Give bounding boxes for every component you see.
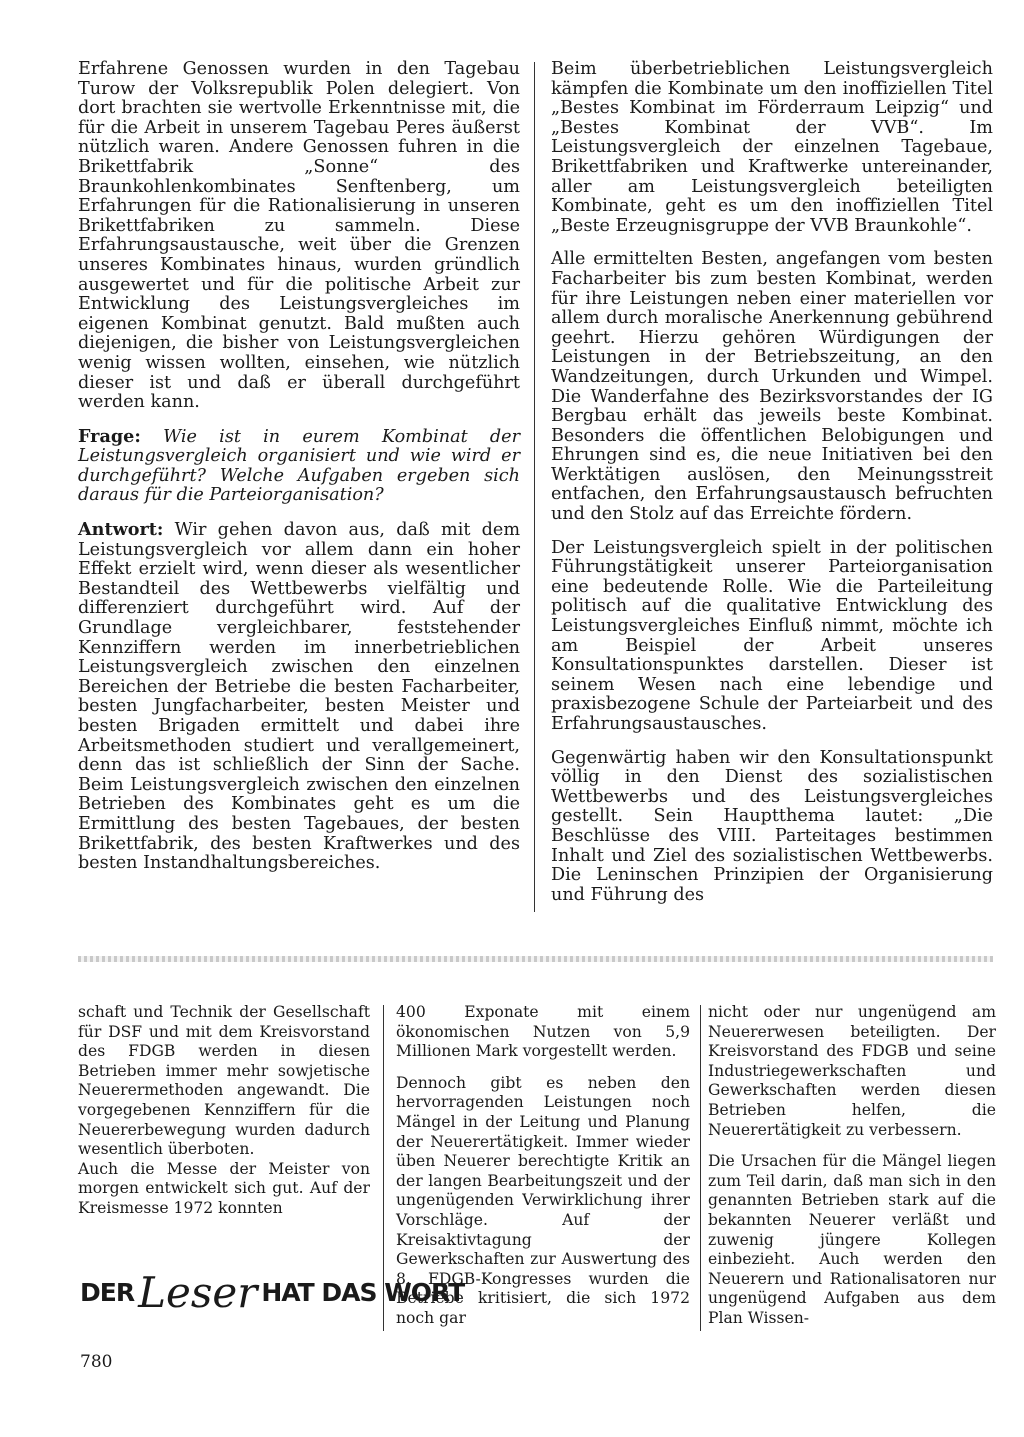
paragraph: Erfahrene Genossen wurden in den Tagebau Turow der Volksrepublik Polen delegiert. Von dort brachten sie wertvolle Erkenntnisse mit, die für die Arbeit in unserem Tagebau Peres äußerst nützlich waren. Andere Genossen fuhren in die Brikettfabrik „Sonne“ des Braunkohlenkombinates Senftenberg, um Erfahrungen für die Rationalisierung in unseren Brikettfabriken zu sammeln. Diese Erfahrungsaustausche, weit über die Grenzen unseres Kombinates hinaus, wurden gründlich ausgewertet und für die politische Arbeit zur Entwicklung des Leistungsvergleiches im eigenen Kombinat genutzt. Bald mußten auch diejenigen, die bisher von Leistungsvergleichen wenig wissen wollten, einsehen, wie nützlich dieser ist und daß er überall durchgeführt werden kann. <box>78 59 520 413</box>
lower-right-column <box>708 1003 996 1329</box>
paragraph: Der Leistungsvergleich spielt in der politischen Führungstätigkeit unserer Parteiorganisation eine bedeutende Rolle. Wie die Parteileitung politisch auf die qualitative Entwicklung des Leistungsvergleiches Einfluß nimmt, möchte ich am Beispiel der Arbeit unseres Konsultationspunktes darstellen. Dieser ist seinem Wesen nach eine lebendige und praxisbezogene Schule der Parteiarbeit und des Erfahrungsaustausches. <box>551 537 993 734</box>
paragraph: schaft und Technik der Gesellschaft für DSF und mit dem Kreisvorstand des FDGB werden in diesen Betrieben immer mehr sowjetische Neuerermethoden angewandt. Die vorgegebenen Kennziffern für die Neuererbewegung wurden dadurch wesentlich überboten. <box>78 1003 370 1159</box>
paragraph: 400 Exponate mit einem ökonomischen Nutzen von 5,9 Millionen Mark vorgestellt werden. <box>396 1003 690 1061</box>
column-rule <box>700 1005 701 1331</box>
lower-left-column <box>78 1003 370 1219</box>
masthead-word: DER <box>80 1277 135 1307</box>
section-masthead <box>80 1262 465 1322</box>
question <box>78 427 520 506</box>
answer <box>78 520 520 874</box>
answer-text: Wir gehen davon aus, daß mit dem Leistungsvergleich vor allem dann ein hoher Effekt erzielt wird, wenn dieser als wesentlicher Bestandteil des Wettbewerbs vielfältig und differenziert durchgeführt wird. Auf der Grundlage vergleichbarer, feststehender Kennziffern werden im innerbetrieblichen Leistungsvergleich zwischen den einzelnen Bereichen der Betriebe die besten Facharbeiter, besten Jungfacharbeiter, besten Meister und besten Brigaden ermittelt und dabei ihre Arbeitsmethoden studiert und verallgemeinert, denn das ist schließlich der Sinn der Sache. Beim Leistungsvergleich zwischen den einzelnen Betrieben des Kombinates geht es um die Ermittlung des besten Tagebaues, der besten Brikettfabrik, des besten Kraftwerkes und des besten Instandhaltungsbereiches. <box>78 520 520 874</box>
paragraph: Auch die Messe der Meister von morgen entwickelt sich gut. Auf der Kreismesse 1972 konnten <box>78 1159 370 1217</box>
upper-right-column <box>551 60 993 905</box>
question-text: Wie ist in eurem Kombinat der Leistungsvergleich organisiert und wie wird er durchgeführt? Welche Aufgaben ergeben sich daraus für die Parteiorganisation? <box>78 426 520 506</box>
paragraph: Gegenwärtig haben wir den Konsultationspunkt völlig in den Dienst des sozialistischen Wettbewerbs und des Leistungsvergleiches gestellt. Sein Hauptthema lautet: „Die Beschlüsse des VIII. Parteitages bestimmen Inhalt und Ziel des sozialistischen Wettbewerbs. Die Leninschen Prinzipien der Organisierung und Führung des <box>551 747 993 905</box>
paragraph: Die Ursachen für die Mängel liegen zum Teil darin, daß man sich in den genannten Betrieben stark auf die bekannten Neuerer verläßt und zuwenig jüngere Kollegen einbezieht. Auch werden den Neuerern und Rationalisatoren nur ungenügend Aufgaben aus dem Plan Wissen- <box>708 1152 996 1327</box>
upper-left-column <box>78 60 520 874</box>
page-number: 780 <box>80 1352 113 1372</box>
column-rule <box>534 62 535 912</box>
masthead-script-word: Leser <box>138 1267 258 1317</box>
question-label: Frage: <box>78 425 141 447</box>
masthead-word: HAT DAS WORT <box>261 1277 465 1307</box>
paragraph: Beim überbetrieblichen Leistungsvergleich kämpfen die Kombinate um den inoffiziellen Titel „Bestes Kombinat im Förderraum Leipzig“ und „Bestes Kombinat der VVB“. Im Leistungsvergleich der einzelnen Tagebaue, Brikettfabriken und Kraftwerke untereinander, aller am Leistungsvergleich beteiligten Kombinate, geht es um den inoffiziellen Titel „Beste Erzeugnisgruppe der VVB Braunkohle“. <box>551 59 993 236</box>
paragraph: nicht oder nur ungenügend am Neuererwesen beteiligten. Der Kreisvorstand des FDGB und seine Industriegewerkschaften und Gewerkschaften werden diesen Betrieben helfen, die Neuerertätigkeit zu verbessern. <box>708 1003 996 1139</box>
answer-label: Antwort: <box>78 519 164 541</box>
section-separator <box>78 956 993 962</box>
paragraph: Alle ermittelten Besten, angefangen vom besten Facharbeiter bis zum besten Kombinat, werden für ihre Leistungen neben einer materiellen vor allem durch moralische Anerkennung gebührend geehrt. Hierzu gehören Würdigungen der Leistungen in der Betriebszeitung, an den Wandzeitungen, durch Urkunden und Wimpel. Die Wanderfahne des Bezirksvorstandes der IG Bergbau erhält das jeweils beste Kombinat. Besonders die öffentlichen Belobigungen und Ehrungen sind es, die neue Initiativen bei den Werktätigen auslösen, den Meinungsstreit entfachen, den Erfahrungsaustausch befruchten und den Stolz auf das Erreichte fördern. <box>551 249 993 525</box>
paragraph: Dennoch gibt es neben den hervorragenden Leistungen noch Mängel in der Leitung und Planung der Neuerertätigkeit. Immer wieder üben Neuerer berechtigte Kritik an der langen Bearbeitungszeit und der ungenügenden Verwirklichung ihrer Vorschläge. Auf der Kreisaktivtagung der Gewerkschaften zur Auswertung des 8. FDGB-Kongresses wurden die Betriebe kritisiert, die sich 1972 noch gar <box>396 1073 690 1327</box>
